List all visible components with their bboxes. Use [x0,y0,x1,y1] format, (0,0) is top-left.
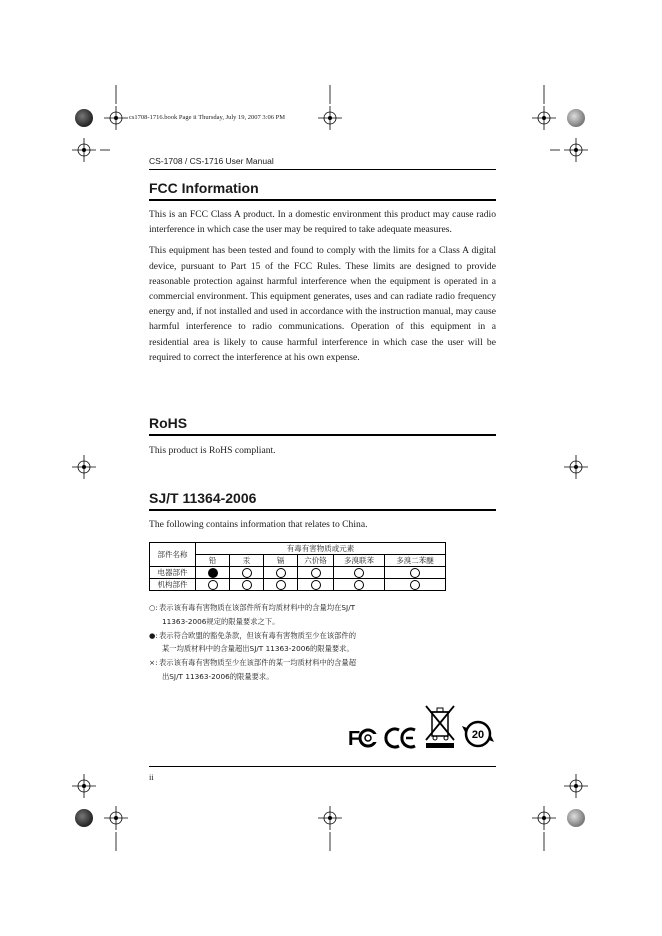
table-row [150,567,446,579]
open-circle-icon [410,568,420,578]
rohs-heading: RoHS [149,415,188,431]
rohs-text: This product is RoHS compliant. [149,445,276,456]
open-circle-icon [276,580,286,590]
header-rule [149,169,496,170]
fcc-paragraph-2: This equipment has been tested and found to comply with the limits for a Class A digital device, pursuant to Part 15 of the FCC Rules. These limits are designed to provide reasonable protection against harmful interference when the equipment is operated in a commercial environment. This equipment generates, uses and can radiate radio frequency energy and, if not installed and used in accordance with the instruction manual, may cause harmful interference to radio communications. Operation of this equipment in a residential area is likely to cause harmful interference in which case the user will be required to correct the interference at his own expense. [149,245,496,363]
mark-cell [230,567,264,579]
compliance-logo-set [346,702,496,752]
fcc-heading: FCC Information [149,180,259,196]
part-name-header: 部件名称 [150,543,196,567]
mark-cell [334,579,385,591]
fcc-paragraph-1: This is an FCC Class A product. In a domestic environment this product may cause radio interference in which case the user may be required to take adequate measures. [149,209,496,236]
part-name: 机构部件 [150,579,196,591]
svg-text:F: F [348,728,361,750]
filled-circle-icon [208,568,218,578]
weee-bin-icon [426,706,454,748]
mark-cell [264,579,298,591]
open-circle-icon [311,568,321,578]
open-circle-icon [208,580,218,590]
mark-cell [298,579,334,591]
mark-cell [196,567,230,579]
mark-cell [298,567,334,579]
sjt-intro: The following contains information that relates to China. [149,519,368,530]
fcc-rule [149,199,496,201]
note-text: 表示该有毒有害物质至少在该部件的某一均质材料中的含量超 [159,658,357,668]
column-header: 多溴联苯 [334,555,385,567]
column-header: 汞 [230,555,264,567]
column-header: 六价铬 [298,555,334,567]
compliance-logos [346,702,496,752]
note-item [149,629,356,643]
note-item [149,601,356,615]
legend-notes [149,601,356,684]
note-symbol: ×: [149,658,158,668]
footer-rule [149,766,496,767]
note-symbol: ○: [149,603,158,612]
mark-cell [196,579,230,591]
mark-cell [334,567,385,579]
mark-cell [230,579,264,591]
epup-number: 20 [471,729,485,741]
open-circle-icon [354,568,364,578]
book-slug: cs1708-1716.book Page ii Thursday, July 19, 2007 3:06 PM [129,114,285,121]
open-circle-icon [242,568,252,578]
column-header: 铅 [196,555,230,567]
table-row [150,579,446,591]
note-text-continued: 某一均质材料中的含量超出SJ/T 11363-2006的限量要求。 [162,644,354,654]
open-circle-icon [276,568,286,578]
substance-group-header: 有毒有害物质或元素 [196,543,446,555]
note-symbol: ●: [149,630,158,640]
part-name: 电器部件 [150,567,196,579]
sjt-heading: SJ/T 11364-2006 [149,490,257,506]
rohs-rule [149,434,496,436]
note-text-continued: 11363-2006规定的限量要求之下。 [162,616,280,626]
column-header: 镉 [264,555,298,567]
hazardous-substance-table [149,542,446,591]
fcc-body [149,207,496,371]
mark-cell [264,567,298,579]
open-circle-icon [311,580,321,590]
fcc-logo-icon [348,728,379,750]
open-circle-icon [354,580,364,590]
running-header: CS-1708 / CS-1716 User Manual [149,156,274,166]
note-text: 表示符合欧盟的豁免条款，但该有毒有害物质至少在该部件的 [159,630,357,640]
sjt-rule [149,509,496,511]
epup-20-icon [462,722,494,746]
note-item [149,656,356,670]
open-circle-icon [242,580,252,590]
mark-cell [385,579,446,591]
open-circle-icon [410,580,420,590]
mark-cell [385,567,446,579]
note-text-continued: 出SJ/T 11363-2006的限量要求。 [162,671,274,681]
ce-mark-icon [386,729,415,747]
page-number: ii [149,772,154,782]
note-text: 表示该有毒有害物质在该部件所有均质材料中的含量均在SJ/T [159,603,356,612]
column-header: 多溴二苯醚 [385,555,446,567]
